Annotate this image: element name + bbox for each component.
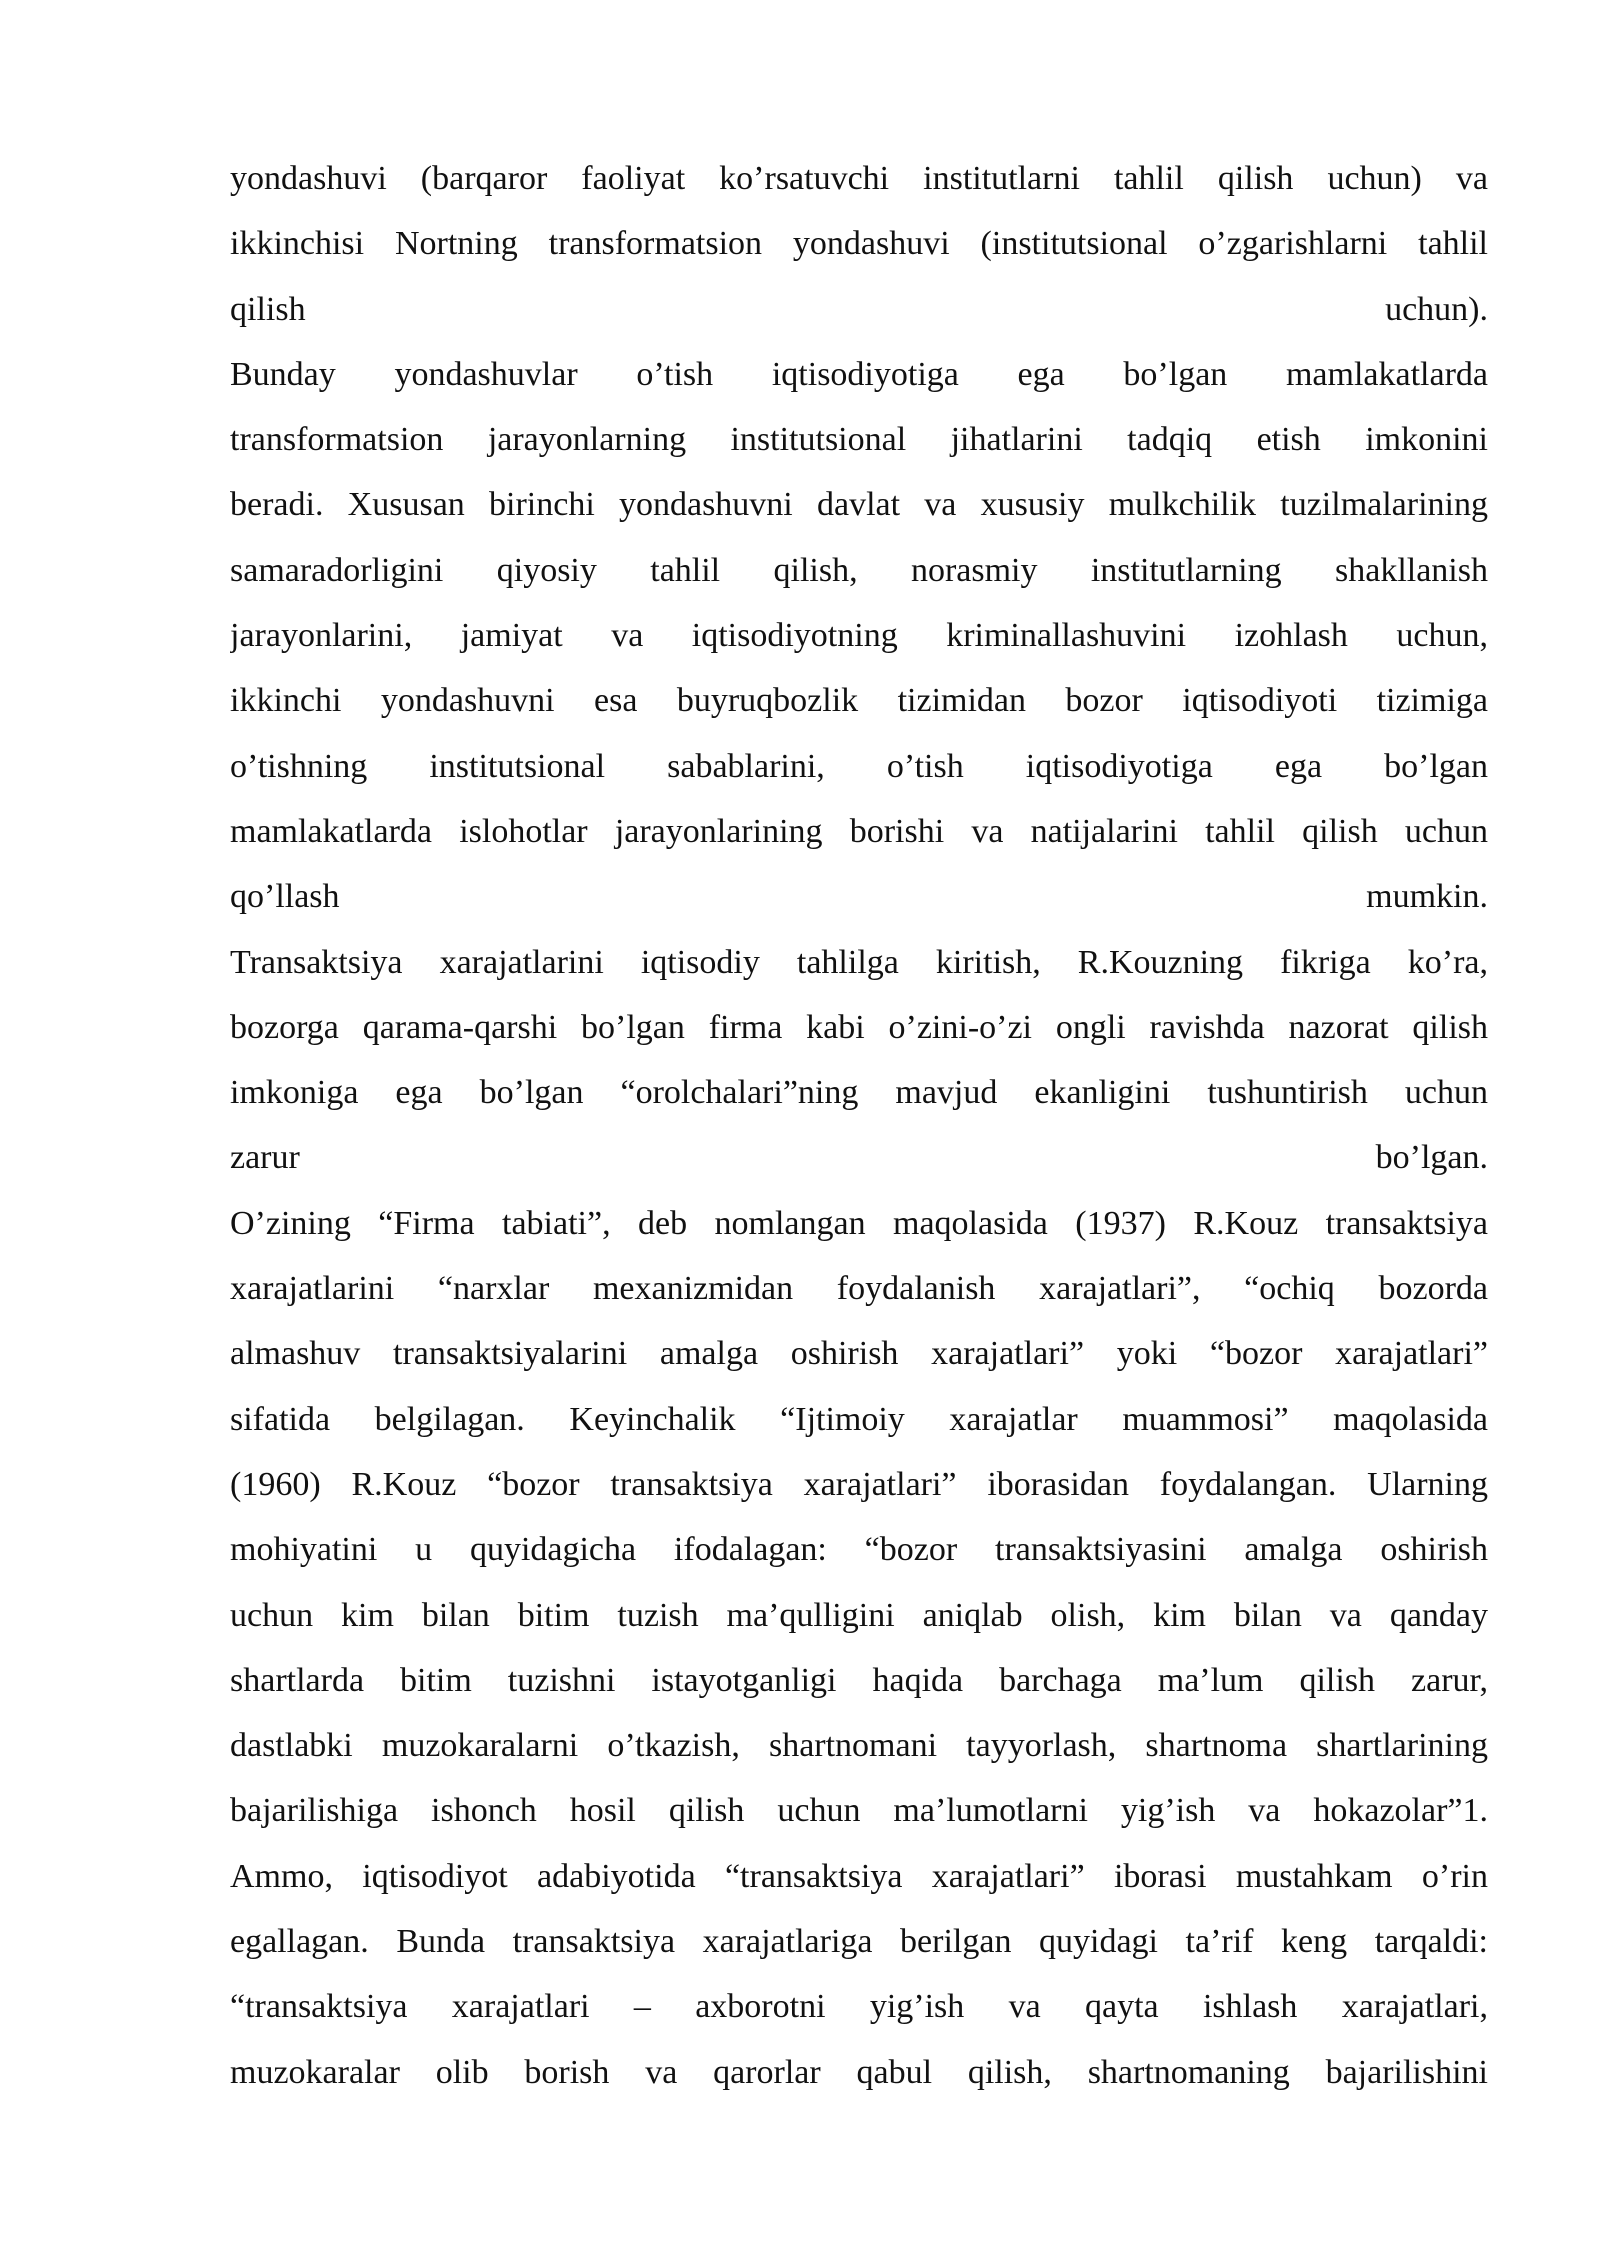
text-line: mamlakatlarda islohotlar jarayonlarining borishi va natijalarini tahlil qilish uchun — [230, 812, 1488, 850]
text-line: qo’llash mumkin. — [230, 878, 1488, 916]
text-line: mohiyatini u quyidagicha ifodalagan: “bozor transaktsiyasini amalga oshirish — [230, 1531, 1488, 1569]
body-text — [230, 146, 1488, 2105]
text-line: almashuv transaktsiyalarini amalga oshirish xarajatlari” yoki “bozor xarajatlari” — [230, 1335, 1488, 1373]
text-line: sifatida belgilagan. Keyinchalik “Ijtimoiy xarajatlar muammosi” maqolasida — [230, 1400, 1488, 1438]
text-line: bajarilishiga ishonch hosil qilish uchun ma’lumotlarni yig’ish va hokazolar”1. — [230, 1792, 1488, 1830]
text-line: O’zining “Firma tabiati”, deb nomlangan maqolasida (1937) R.Kouz transaktsiya — [230, 1204, 1488, 1242]
text-line: “transaktsiya xarajatlari – axborotni yig’ish va qayta ishlash xarajatlari, — [230, 1988, 1488, 2026]
text-line: o’tishning institutsional sabablarini, o’tish iqtisodiyotiga ega bo’lgan — [230, 747, 1488, 785]
text-line: Ammo, iqtisodiyot adabiyotida “transaktsiya xarajatlari” iborasi mustahkam o’rin — [230, 1857, 1488, 1895]
text-line: ikkinchi yondashuvni esa buyruqbozlik tizimidan bozor iqtisodiyoti tizimiga — [230, 682, 1488, 720]
text-line: egallagan. Bunda transaktsiya xarajatlariga berilgan quyidagi ta’rif keng tarqaldi: — [230, 1923, 1488, 1961]
text-line: jarayonlarini, jamiyat va iqtisodiyotning kriminallashuvini izohlash uchun, — [230, 617, 1488, 655]
text-line: muzokaralar olib borish va qarorlar qabul qilish, shartnomaning bajarilishini — [230, 2053, 1488, 2091]
text-line: imkoniga ega bo’lgan “orolchalari”ning mavjud ekanligini tushuntirish uchun — [230, 1074, 1488, 1112]
text-line: (1960) R.Kouz “bozor transaktsiya xarajatlari” iborasidan foydalangan. Ularning — [230, 1465, 1488, 1503]
text-line: samaradorligini qiyosiy tahlil qilish, norasmiy institutlarning shakllanish — [230, 551, 1488, 589]
text-line: dastlabki muzokaralarni o’tkazish, shartnomani tayyorlash, shartnoma shartlarining — [230, 1727, 1488, 1765]
text-line: uchun kim bilan bitim tuzish ma’qulligini aniqlab olish, kim bilan va qanday — [230, 1596, 1488, 1634]
text-line: transformatsion jarayonlarning institutsional jihatlarini tadqiq etish imkonini — [230, 421, 1488, 459]
text-line: beradi. Xususan birinchi yondashuvni davlat va xususiy mulkchilik tuzilmalarining — [230, 486, 1488, 524]
text-line: zarur bo’lgan. — [230, 1139, 1488, 1177]
text-line: bozorga qarama-qarshi bo’lgan firma kabi o’zini-o’zi ongli ravishda nazorat qilish — [230, 1008, 1488, 1046]
text-line: xarajatlarini “narxlar mexanizmidan foydalanish xarajatlari”, “ochiq bozorda — [230, 1270, 1488, 1308]
text-line: Transaktsiya xarajatlarini iqtisodiy tahlilga kiritish, R.Kouzning fikriga ko’ra, — [230, 943, 1488, 981]
text-line: ikkinchisi Nortning transformatsion yondashuvi (institutsional o’zgarishlarni tahlil — [230, 225, 1488, 263]
text-line: Bunday yondashuvlar o’tish iqtisodiyotiga ega bo’lgan mamlakatlarda — [230, 355, 1488, 393]
text-line: yondashuvi (barqaror faoliyat ko’rsatuvchi institutlarni tahlil qilish uchun) va — [230, 160, 1488, 197]
text-line: qilish uchun). — [230, 290, 1488, 328]
text-line: shartlarda bitim tuzishni istayotganligi haqida barchaga ma’lum qilish zarur, — [230, 1661, 1488, 1699]
